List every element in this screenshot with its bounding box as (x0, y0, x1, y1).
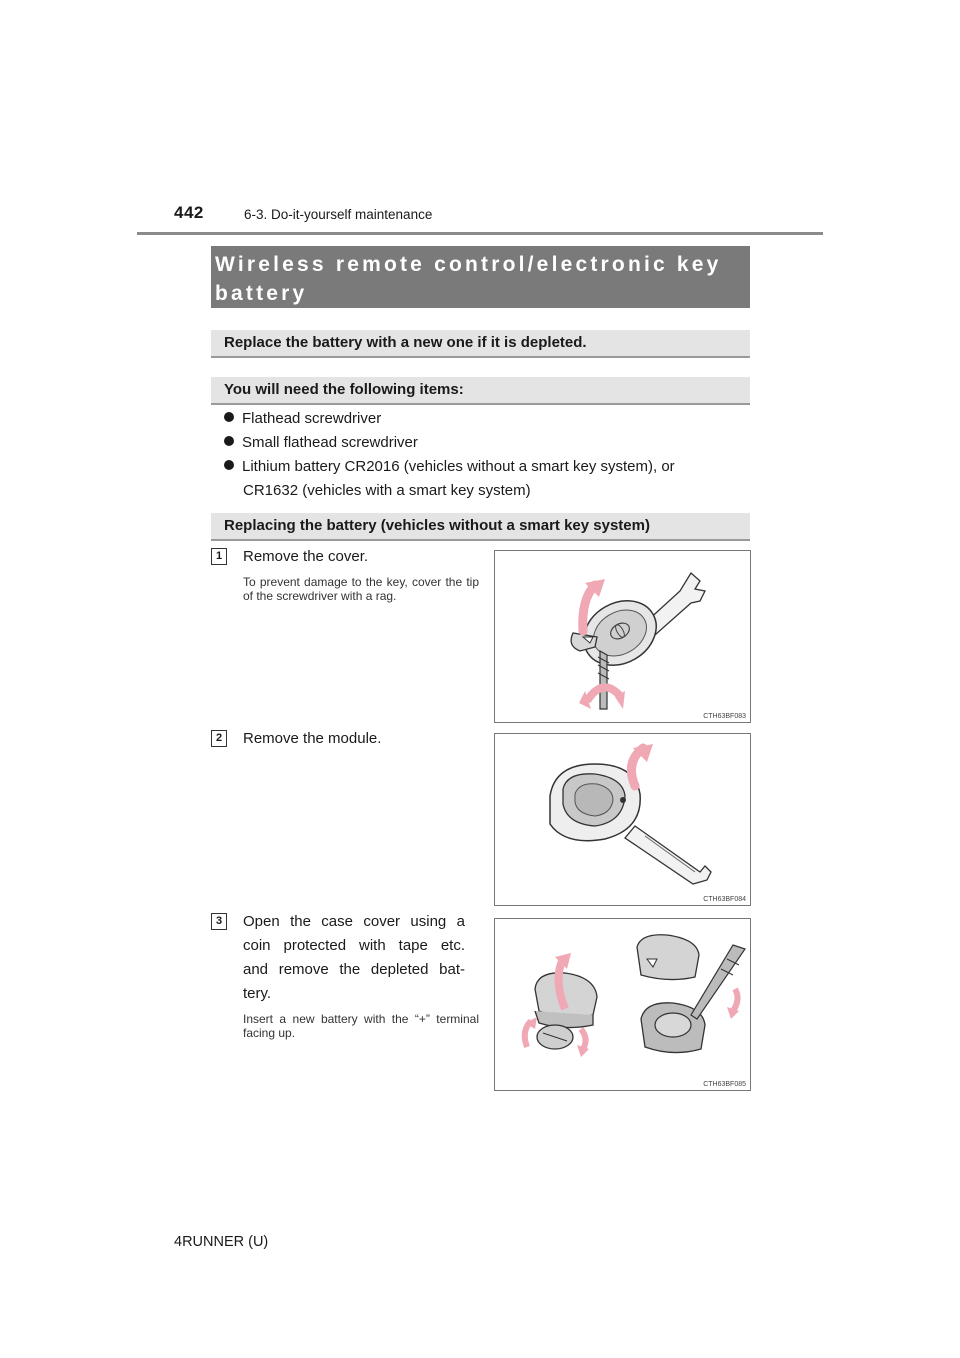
list-item: Small flathead screwdriver (224, 432, 418, 454)
list-item: Lithium battery CR2016 (vehicles without a smart key system), or (224, 456, 749, 478)
page-title: Wireless remote control/electronic key battery (215, 253, 722, 305)
bullet-icon (224, 412, 234, 422)
key-module-illustration (495, 734, 750, 905)
battery-illustration (495, 919, 750, 1090)
step-note: Insert a new battery with the “+” terminal facing up. (243, 1012, 479, 1040)
step-text-line: coin protected with tape etc. (243, 937, 465, 954)
step-text-line: Open the case cover using a (243, 913, 465, 930)
header-rule (137, 232, 823, 235)
step-number: 2 (211, 730, 227, 747)
figure-code: CTH63BF084 (703, 896, 746, 903)
footer-model: 4RUNNER (U) (174, 1234, 269, 1250)
step-text-line: and remove the depleted bat- (243, 961, 465, 978)
items-heading: You will need the following items: (224, 381, 464, 398)
intro-text: Replace the battery with a new one if it is depleted. (224, 334, 587, 351)
step-number: 3 (211, 913, 227, 930)
section-label: 6-3. Do-it-yourself maintenance (244, 207, 433, 222)
step-text: Remove the cover. (243, 548, 369, 565)
list-item: Flathead screwdriver (224, 408, 381, 430)
step-number: 1 (211, 548, 227, 565)
replacing-heading: Replacing the battery (vehicles without a smart key system) (224, 517, 650, 534)
step-text: Remove the module. (243, 730, 382, 747)
list-item-continuation: CR1632 (vehicles with a smart key system) (243, 482, 531, 499)
figure-remove-cover (494, 550, 751, 723)
step-note: To prevent damage to the key, cover the tip of the screwdriver with a rag. (243, 575, 479, 603)
page-number: 442 (174, 203, 204, 222)
figure-replace-battery (494, 918, 751, 1091)
figure-code: CTH63BF083 (703, 713, 746, 720)
figure-remove-module (494, 733, 751, 906)
key-cover-illustration (495, 551, 750, 722)
step-text-line: tery. (243, 985, 272, 1002)
bullet-icon (224, 460, 234, 470)
bullet-icon (224, 436, 234, 446)
figure-code: CTH63BF085 (703, 1081, 746, 1088)
